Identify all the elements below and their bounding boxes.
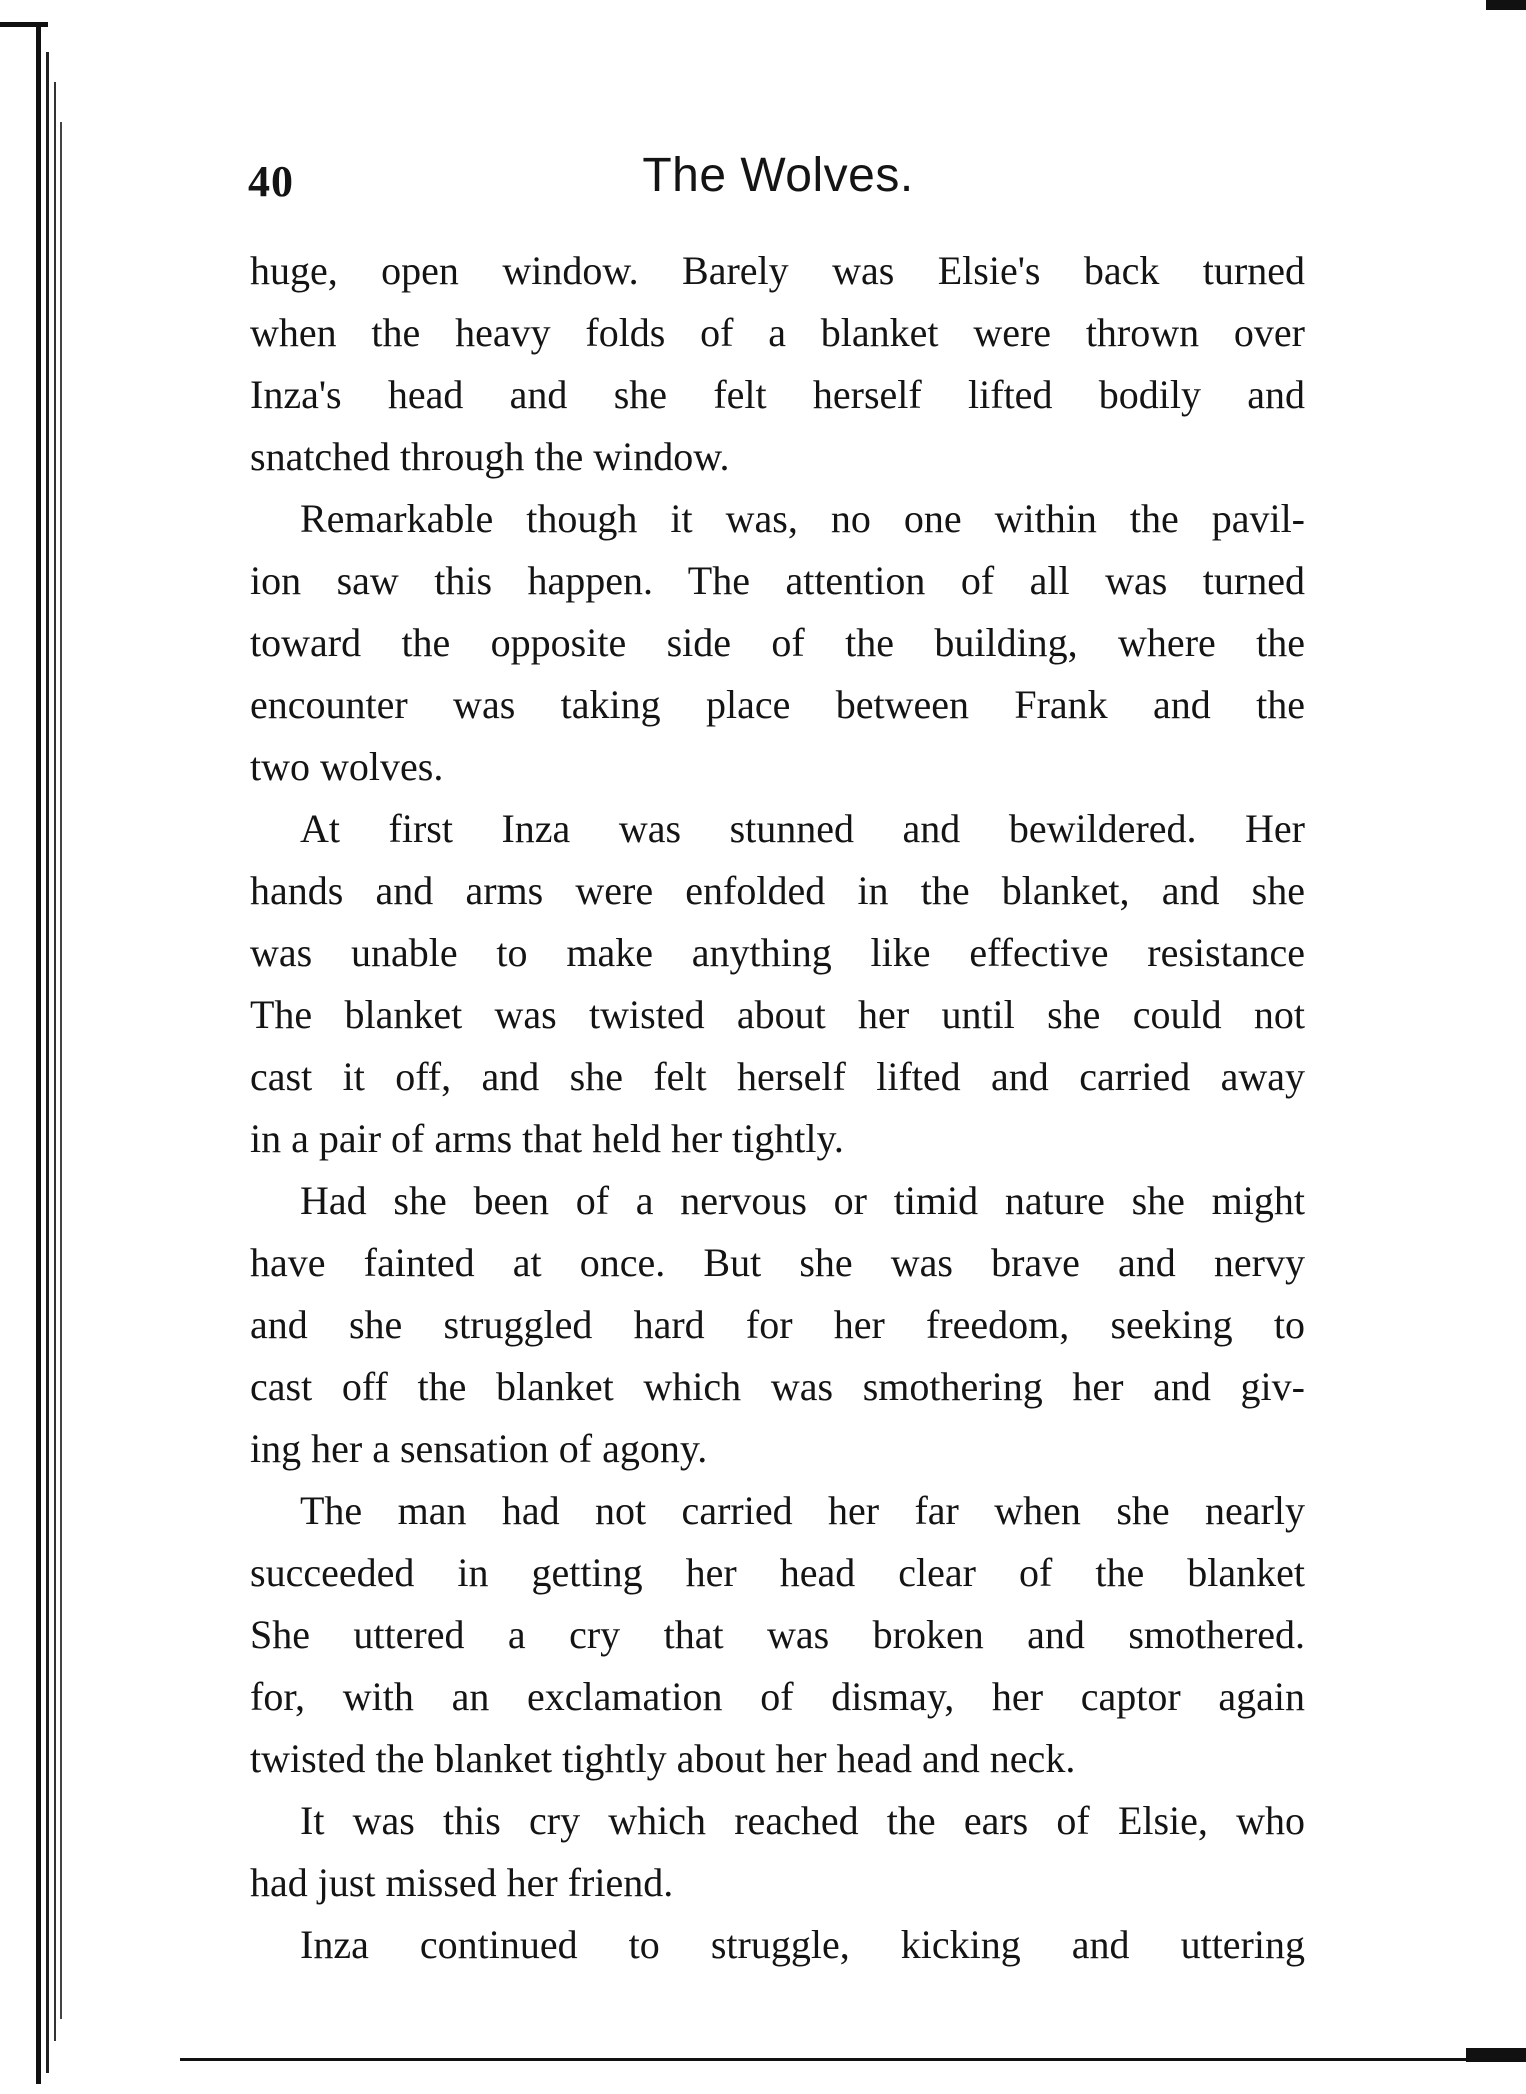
text-line: had just missed her friend. <box>250 1860 674 1905</box>
scan-mark <box>1486 0 1526 10</box>
text-line: toward the opposite side of the building, where the <box>250 620 1305 665</box>
text-line: Inza continued to struggle, kicking and uttering <box>300 1922 1305 1967</box>
text-line: hands and arms were enfolded in the blanket, and she <box>250 868 1305 913</box>
paragraph <box>250 1790 1305 1914</box>
text-line: She uttered a cry that was broken and smothered. <box>250 1612 1305 1657</box>
text-line: when the heavy folds of a blanket were thrown over <box>250 310 1305 355</box>
text-line: succeeded in getting her head clear of the blanket <box>250 1550 1305 1595</box>
body-text <box>250 240 1305 1976</box>
text-line: two wolves. <box>250 744 444 789</box>
text-line: snatched through the window. <box>250 434 730 479</box>
text-line: cast off the blanket which was smothering her and giv- <box>250 1364 1305 1409</box>
text-line: encounter was taking place between Frank and the <box>250 682 1305 727</box>
text-line: cast it off, and she felt herself lifted and carried away <box>250 1054 1305 1099</box>
text-line: Had she been of a nervous or timid nature she might <box>300 1178 1305 1223</box>
text-line: for, with an exclamation of dismay, her captor again <box>250 1674 1305 1719</box>
text-line: ing her a sensation of agony. <box>250 1426 708 1471</box>
text-line: The man had not carried her far when she nearly <box>300 1488 1305 1533</box>
text-line: It was this cry which reached the ears of Elsie, who <box>300 1798 1305 1843</box>
text-line: twisted the blanket tightly about her head and neck. <box>250 1736 1076 1781</box>
text-line: and she struggled hard for her freedom, seeking to <box>250 1302 1305 1347</box>
text-line: Remarkable though it was, no one within the pavil- <box>300 496 1305 541</box>
paragraph <box>250 240 1305 488</box>
paragraph <box>250 1914 1305 1976</box>
page-header <box>248 148 1308 218</box>
running-title: The Wolves. <box>642 149 914 202</box>
text-line: Inza's head and she felt herself lifted bodily and <box>250 372 1305 417</box>
text-line: At first Inza was stunned and bewildered. Her <box>300 806 1305 851</box>
page-number: 40 <box>248 157 294 206</box>
text-line: The blanket was twisted about her until she could not <box>250 992 1305 1037</box>
text-line: ion saw this happen. The attention of all was turned <box>250 558 1305 603</box>
text-line: have fainted at once. But she was brave and nervy <box>250 1240 1305 1285</box>
text-line: was unable to make anything like effective resistance <box>250 930 1305 975</box>
bottom-rule-artifact <box>180 2048 1526 2062</box>
binding-edge-artifact <box>0 22 62 2084</box>
paragraph <box>250 1480 1305 1790</box>
text-line: in a pair of arms that held her tightly. <box>250 1116 844 1161</box>
paragraph <box>250 798 1305 1170</box>
paragraph <box>250 488 1305 798</box>
text-line: huge, open window. Barely was Elsie's back turned <box>250 248 1305 293</box>
paragraph <box>250 1170 1305 1480</box>
